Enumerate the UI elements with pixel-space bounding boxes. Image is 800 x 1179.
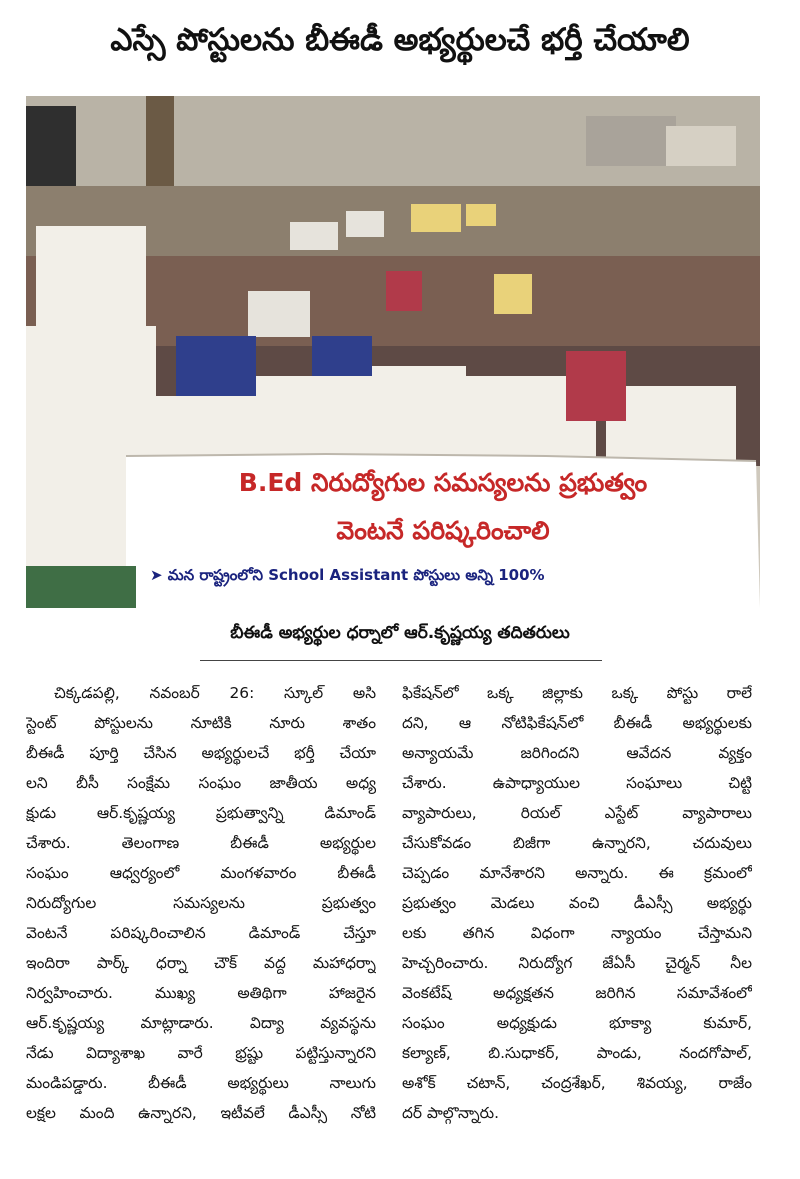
body-line: కల్యాణ్, బి.సుధాకర్, పాండు, నందగోపాల్, (402, 1044, 752, 1062)
banner-text-line3: ➤ మన రాష్ట్రంలోని School Assistant పోస్టులు అన్ని 100% (150, 566, 545, 584)
body-line: బీఈడీ పూర్తి చేసిన అభ్యర్థులచే భర్తీ చేయా (26, 744, 376, 762)
body-line: లక్షల మంది ఉన్నారని, ఇటీవలే డీఎస్సీ నోటి (26, 1104, 376, 1122)
body-line: నిరుద్యోగుల సమస్యలను ప్రభుత్వం (26, 894, 376, 912)
body-line: మండిపడ్డారు. బీఈడీ అభ్యర్థులు నాలుగు (26, 1074, 376, 1092)
body-line: లని బీసీ సంక్షేమ సంఘం జాతీయ అధ్య (26, 774, 376, 792)
banner-text-line1: B.Ed నిరుద్యోగుల సమస్యలను ప్రభుత్వం (238, 468, 648, 497)
body-line: చేశారు. ఉపాధ్యాయుల సంఘాలు చిట్టి (402, 774, 752, 792)
body-line: స్టెంట్ పోస్టులను నూటికి నూరు శాతం (26, 714, 376, 732)
article-body-left-column (26, 678, 376, 1128)
body-line: చేశారు. తెలంగాణ బీఈడీ అభ్యర్థుల (26, 834, 376, 852)
body-line: క్షుడు ఆర్.కృష్ణయ్య ప్రభుత్వాన్ని డిమాండ్ (26, 804, 376, 822)
body-line: చిక్కడపల్లి, నవంబర్ 26: స్కూల్ అసి (54, 684, 376, 702)
body-line: అన్యాయమే జరిగిందని ఆవేదన వ్యక్తం (402, 744, 752, 762)
body-line: హెచ్చరించారు. నిరుద్యోగ జేఏసీ చైర్మన్ నీల (402, 954, 752, 972)
body-line: చేసుకోవడం బిజీగా ఉన్నారని, చదువులు (402, 834, 752, 852)
body-line: చెప్పడం మానేశారని అన్నారు. ఈ క్రమంలో (402, 864, 752, 882)
body-line: వెంకటేష్ అధ్యక్షతన జరిగిన సమావేశంలో (402, 984, 752, 1002)
body-line: సంఘం అధ్యక్షుడు భూక్యా కుమార్, (402, 1014, 752, 1032)
body-line: అశోక్ చటాన్, చంద్రశేఖర్, శివయ్య, రాజేం (402, 1074, 752, 1092)
caption-divider (200, 660, 602, 661)
body-line: ఫికేషన్‌లో ఒక్క జిల్లాకు ఒక్క పోస్టు రాలే (402, 684, 752, 702)
body-line: లకు తగిన విధంగా న్యాయం చేస్తామని (402, 924, 752, 942)
article-body-right-column (402, 678, 752, 1128)
body-line: ఇందిరా పార్క్ ధర్నా చౌక్ వద్ద మహాధర్నా (26, 954, 376, 972)
body-line: వెంటనే పరిష్కరించాలిన డిమాండ్ చేస్తూ (26, 924, 376, 942)
body-line: దర్ పాల్గొన్నారు. (402, 1104, 499, 1122)
body-line: ఆర్.కృష్ణయ్య మాట్లాడారు. విద్యా వ్యవస్థను (26, 1014, 376, 1032)
body-line: వ్యాపారులు, రియల్ ఎస్టేట్ వ్యాపారాలు (402, 804, 752, 822)
body-line: నేడు విద్యాశాఖ వారే భ్రష్టు పట్టిస్తున్నారని (26, 1044, 376, 1062)
photo-caption: బీఈడీ అభ్యర్థుల ధర్నాలో ఆర్.కృష్ణయ్య తదితరులు (230, 623, 570, 643)
body-line: నిర్వహించారు. ముఖ్య అతిథిగా హాజరైన (26, 984, 376, 1002)
banner-text-line2: వెంటనే పరిష్కరించాలి (336, 516, 550, 545)
body-line: సంఘం ఆధ్వర్యంలో మంగళవారం బీఈడీ (26, 864, 376, 882)
headline: ఎస్సే పోస్టులను బీఈడీ అభ్యర్థులచే భర్తీ చేయాలి (110, 22, 690, 58)
body-line: దని, ఆ నోటిఫికేషన్‌లో బీఈడీ అభ్యర్థులకు (402, 714, 752, 732)
body-line: ప్రభుత్వం మెడలు వంచి డీఎస్సీ అభ్యర్థు (402, 894, 752, 912)
